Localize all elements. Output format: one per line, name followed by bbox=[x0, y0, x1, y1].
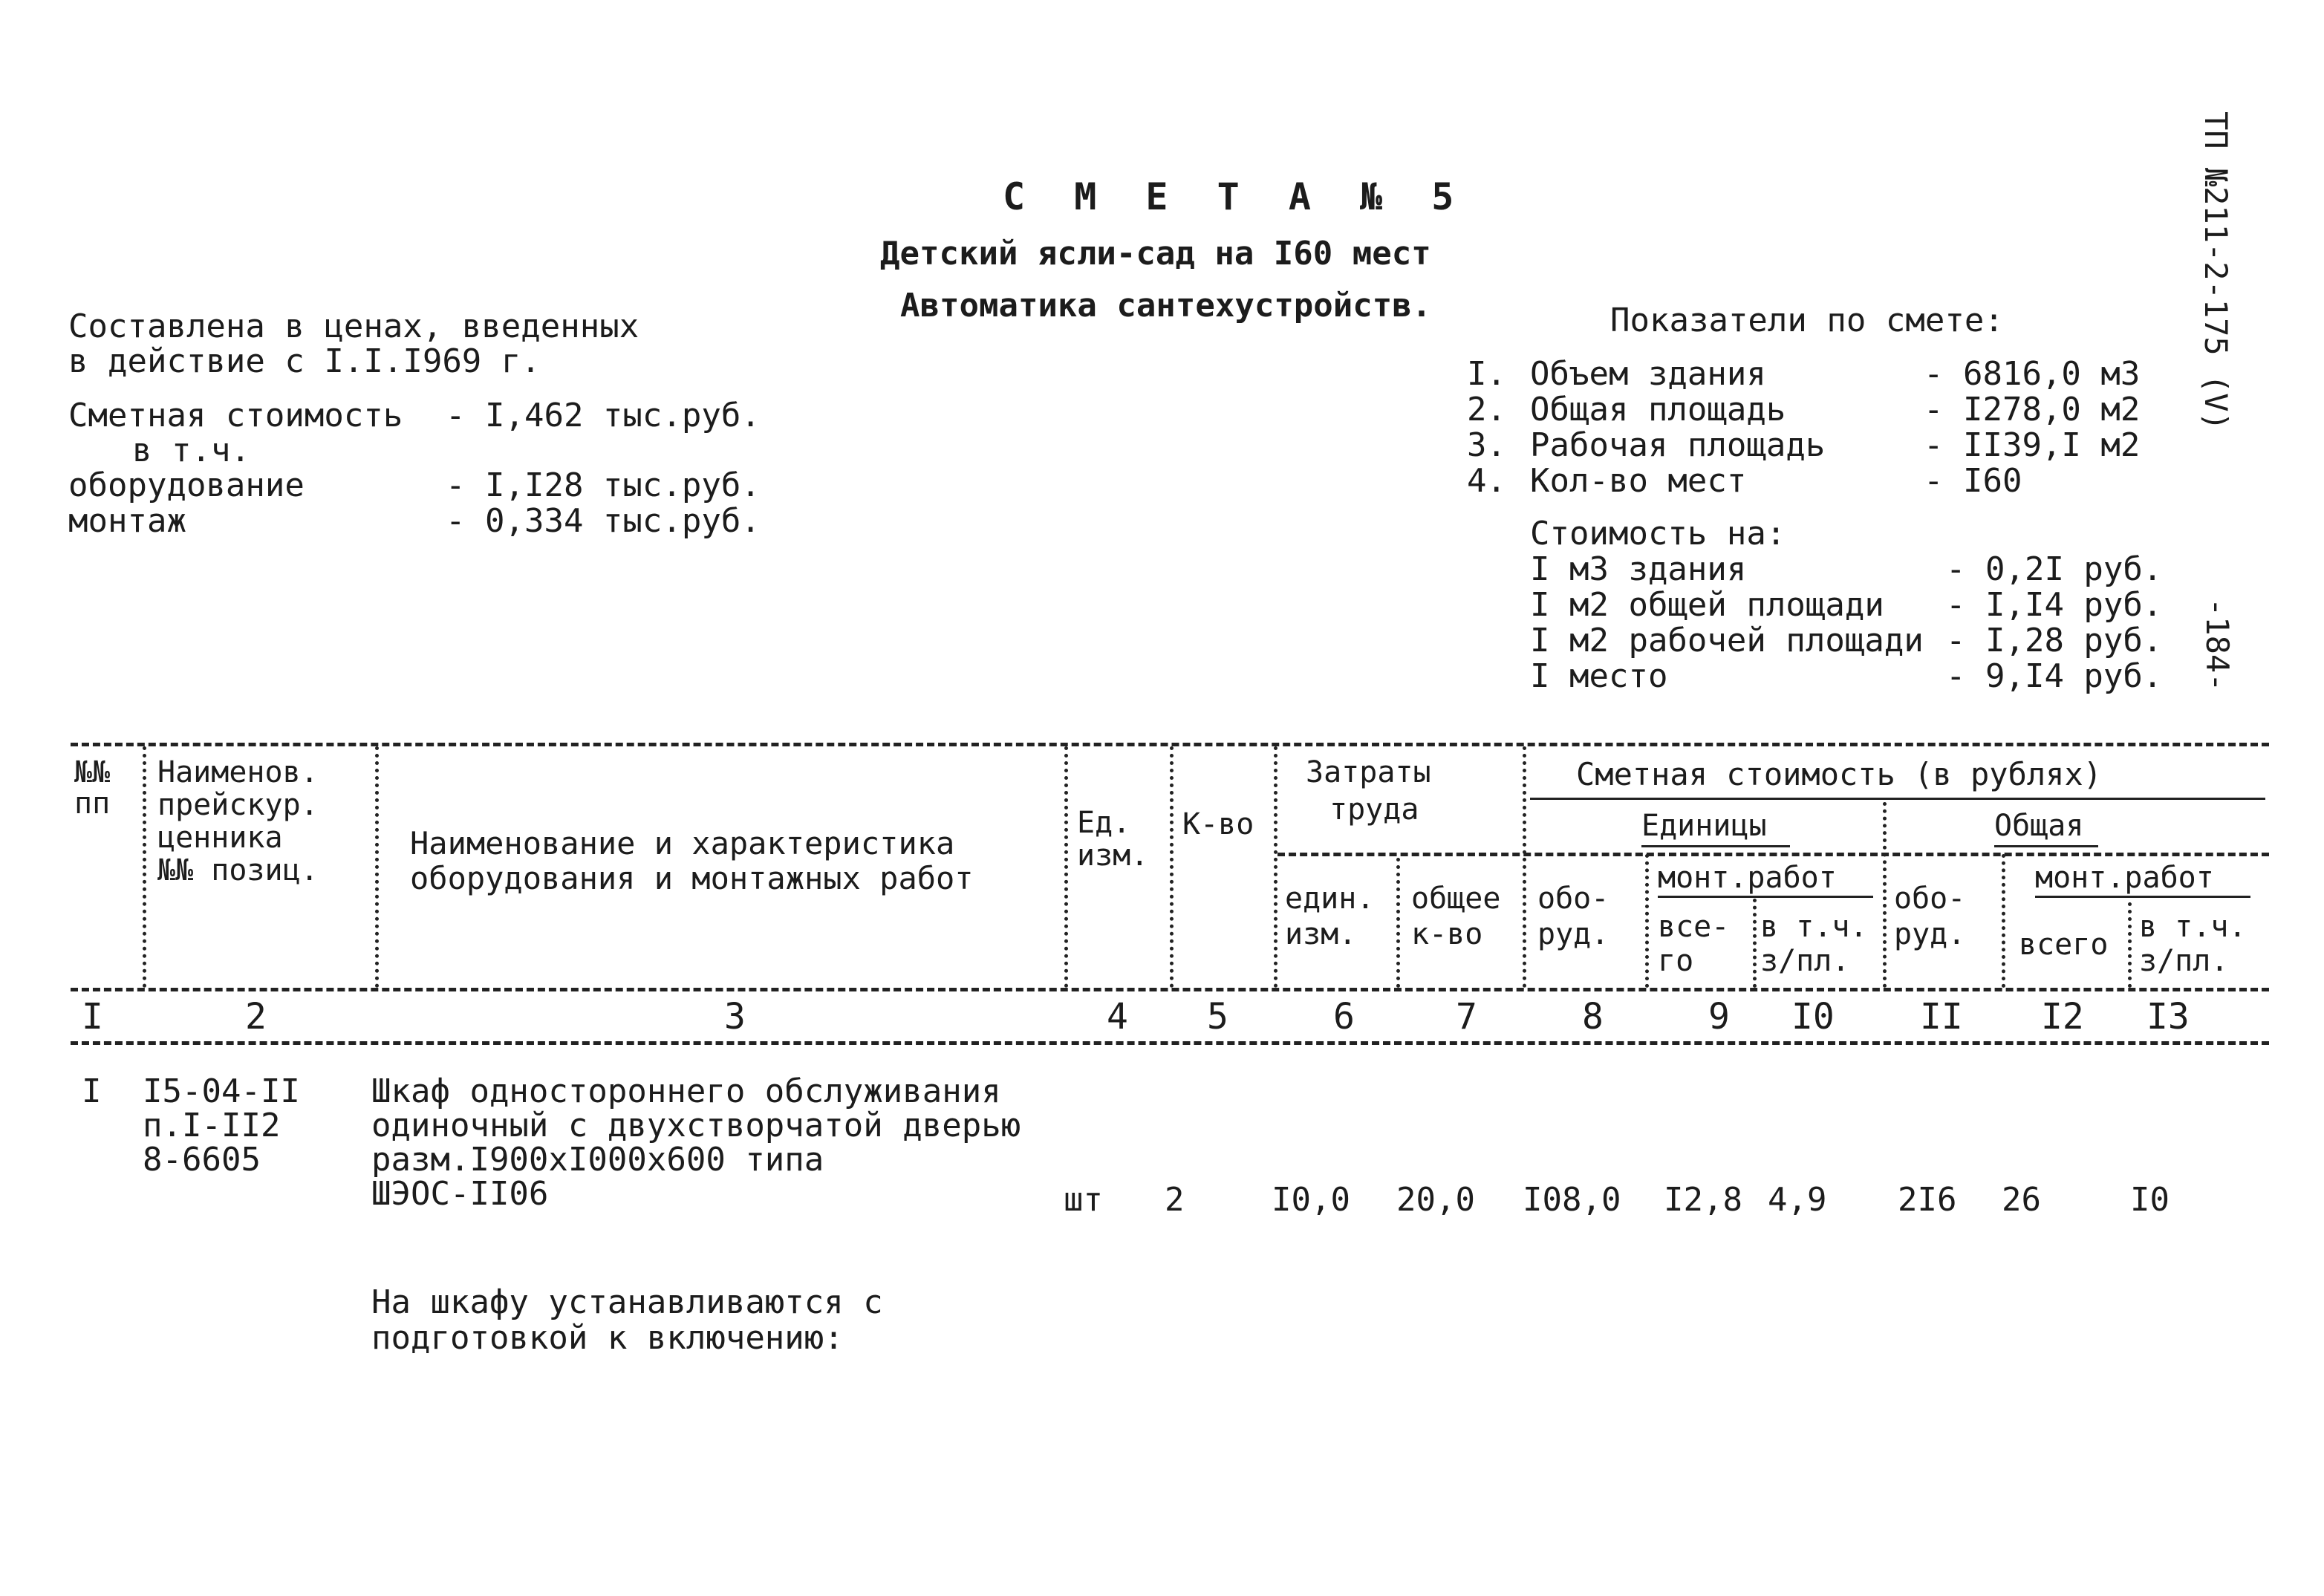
row-description: ШЭОС-II06 bbox=[371, 1175, 549, 1213]
header-description: Наименование и характеристика bbox=[410, 825, 955, 861]
column-separator bbox=[1274, 746, 1277, 988]
indicator-label: Рабочая площадь bbox=[1530, 426, 1826, 464]
header-equipment-unit: руд. bbox=[1537, 917, 1609, 951]
estimate-subtitle-section: Автоматика сантехустройств. bbox=[900, 287, 1432, 325]
unit-cost-label: I м2 рабочей площади bbox=[1530, 622, 1924, 659]
estimate-subtitle-object: Детский ясли-сад на I60 мест bbox=[880, 235, 1431, 273]
column-separator bbox=[1396, 858, 1400, 988]
indicator-number: I. bbox=[1467, 355, 1506, 393]
column-number: 5 bbox=[1207, 996, 1228, 1038]
header-total-cost: Общая bbox=[1994, 809, 2084, 843]
row-wage-unit: 4,9 bbox=[1768, 1181, 1827, 1219]
column-separator bbox=[1064, 746, 1068, 988]
row-price-code: п.I-II2 bbox=[143, 1107, 281, 1144]
row-labor-unit: I0,0 bbox=[1272, 1181, 1350, 1219]
header-labor-total: к-во bbox=[1411, 917, 1483, 951]
header-price-code: №№ позиц. bbox=[157, 853, 319, 887]
indicators-heading: Показатели по смете: bbox=[1610, 302, 2004, 339]
row-unit: шт bbox=[1064, 1181, 1103, 1219]
row-quantity: 2 bbox=[1165, 1181, 1185, 1219]
header-price-code: ценника bbox=[157, 821, 283, 855]
row-mounting-unit: I2,8 bbox=[1664, 1181, 1742, 1219]
note-line: подготовкой к включению: bbox=[371, 1319, 844, 1357]
header-row-number: №№ bbox=[74, 755, 111, 789]
unit-cost-label: I м3 здания bbox=[1530, 550, 1747, 588]
header-equipment-unit: обо- bbox=[1537, 882, 1609, 916]
header-mounting-total-wage: з/пл. bbox=[2139, 944, 2229, 978]
header-labor-unit: един. bbox=[1285, 882, 1375, 916]
header-unit: изм. bbox=[1077, 838, 1149, 873]
header-equipment-total: обо- bbox=[1894, 882, 1966, 916]
column-number: I2 bbox=[2041, 996, 2084, 1038]
mounting-label: монтаж bbox=[68, 502, 186, 540]
document-code: ТП №211-2-175 (V) bbox=[2198, 111, 2234, 431]
indicator-number: 2. bbox=[1467, 391, 1506, 429]
row-equipment-unit: I08,0 bbox=[1523, 1181, 1621, 1219]
column-separator bbox=[375, 746, 379, 988]
row-price-code: 8-6605 bbox=[143, 1141, 261, 1179]
header-quantity: К-во bbox=[1182, 807, 1254, 841]
header-labor: труда bbox=[1329, 792, 1419, 827]
column-number: 4 bbox=[1107, 996, 1128, 1038]
header-price-code: прейскур. bbox=[157, 788, 319, 822]
column-number: I0 bbox=[1791, 996, 1835, 1038]
indicator-label: Объем здания bbox=[1530, 355, 1766, 393]
column-separator bbox=[1645, 854, 1649, 988]
prices-note-line2: в действие с I.I.I969 г. bbox=[68, 342, 541, 380]
cost-value: - I,462 тыс.руб. bbox=[446, 397, 761, 434]
unit-cost-label: I м2 общей площади bbox=[1530, 586, 1884, 624]
header-mounting-wage: в т.ч. bbox=[1760, 910, 1868, 944]
unit-cost-value: - I,28 руб. bbox=[1946, 622, 2163, 659]
row-description: Шкаф одностороннего обслуживания bbox=[371, 1072, 1001, 1110]
unit-cost-value: - I,I4 руб. bbox=[1946, 586, 2163, 624]
subheader-rule bbox=[1277, 853, 2269, 856]
header-labor: Затраты bbox=[1306, 755, 1431, 789]
column-number: I3 bbox=[2146, 996, 2190, 1038]
indicator-label: Кол-во мест bbox=[1530, 462, 1747, 500]
column-number: 6 bbox=[1333, 996, 1355, 1038]
column-separator bbox=[2128, 902, 2132, 988]
header-mounting-total-all: всего bbox=[2019, 928, 2109, 962]
column-number: 7 bbox=[1456, 996, 1477, 1038]
header-labor-total: общее bbox=[1411, 882, 1501, 916]
row-price-code: I5-04-II bbox=[143, 1072, 300, 1110]
indicator-number: 3. bbox=[1467, 426, 1506, 464]
header-bottom-rule bbox=[71, 988, 2269, 991]
unit-cost-value: - 0,2I руб. bbox=[1946, 550, 2163, 588]
including-label: в т.ч. bbox=[132, 431, 250, 469]
row-labor-total: 20,0 bbox=[1396, 1181, 1475, 1219]
cost-header-rule bbox=[1530, 798, 2265, 800]
column-separator bbox=[2002, 854, 2005, 988]
row-mounting-total: 26 bbox=[2002, 1181, 2041, 1219]
row-wage-total: I0 bbox=[2130, 1181, 2170, 1219]
indicator-value: - I278,0 м2 bbox=[1924, 391, 2141, 429]
row-number: I bbox=[82, 1072, 102, 1110]
column-separator bbox=[1523, 746, 1526, 988]
estimate-title: С М Е Т А № 5 bbox=[1003, 175, 1468, 218]
column-number: 9 bbox=[1708, 996, 1730, 1038]
header-unit-cost: Единицы bbox=[1641, 809, 1767, 843]
unit-cost-label: I место bbox=[1530, 657, 1668, 695]
header-price-code: Наименов. bbox=[157, 755, 319, 789]
mounting-unit-underline bbox=[1658, 896, 1873, 898]
indicator-label: Общая площадь bbox=[1530, 391, 1786, 429]
indicator-value: - 6816,0 м3 bbox=[1924, 355, 2141, 393]
column-number: II bbox=[1920, 996, 1963, 1038]
header-mounting-unit: монт.работ bbox=[1658, 861, 1837, 895]
row-description: разм.I900хI000х600 типа bbox=[371, 1141, 824, 1179]
total-cost-underline bbox=[1994, 845, 2098, 847]
column-number: 2 bbox=[245, 996, 267, 1038]
column-separator bbox=[1883, 802, 1887, 988]
column-numbers-rule bbox=[71, 1041, 2269, 1045]
equipment-label: оборудование bbox=[68, 466, 305, 504]
indicator-number: 4. bbox=[1467, 462, 1506, 500]
header-unit: Ед. bbox=[1077, 806, 1131, 840]
unit-cost-underline bbox=[1641, 845, 1790, 847]
mounting-value: - 0,334 тыс.руб. bbox=[446, 502, 761, 540]
column-separator bbox=[143, 746, 146, 988]
mounting-total-underline bbox=[2035, 896, 2250, 898]
row-equipment-total: 2I6 bbox=[1898, 1181, 1957, 1219]
column-number: 8 bbox=[1582, 996, 1604, 1038]
indicator-value: - II39,I м2 bbox=[1924, 426, 2141, 464]
header-equipment-total: руд. bbox=[1894, 917, 1966, 951]
column-separator bbox=[1170, 746, 1174, 988]
equipment-value: - I,I28 тыс.руб. bbox=[446, 466, 761, 504]
cost-label: Сметная стоимость bbox=[68, 397, 403, 434]
header-mounting-total-wage: в т.ч. bbox=[2139, 910, 2247, 944]
header-estimated-cost: Сметная стоимость (в рублях) bbox=[1576, 756, 2103, 792]
row-description: одиночный с двухстворчатой дверью bbox=[371, 1107, 1021, 1144]
header-mounting-all: го bbox=[1658, 944, 1694, 978]
header-row-number-sub: пп bbox=[74, 786, 111, 821]
header-mounting-all: все- bbox=[1658, 910, 1730, 944]
unit-cost-heading: Стоимость на: bbox=[1530, 515, 1786, 553]
unit-cost-value: - 9,I4 руб. bbox=[1946, 657, 2163, 695]
column-separator bbox=[1753, 899, 1757, 988]
header-mounting-wage: з/пл. bbox=[1760, 944, 1850, 978]
header-description: оборудования и монтажных работ bbox=[410, 860, 974, 896]
indicator-value: - I60 bbox=[1924, 462, 2022, 500]
column-number: I bbox=[82, 996, 103, 1038]
prices-note-line1: Составлена в ценах, введенных bbox=[68, 307, 639, 345]
column-number: 3 bbox=[724, 996, 746, 1038]
note-line: На шкафу устанавливаются с bbox=[371, 1283, 883, 1321]
header-mounting-total: монт.работ bbox=[2035, 861, 2214, 895]
header-labor-unit: изм. bbox=[1285, 917, 1357, 951]
page-number: -184- bbox=[2199, 598, 2236, 692]
